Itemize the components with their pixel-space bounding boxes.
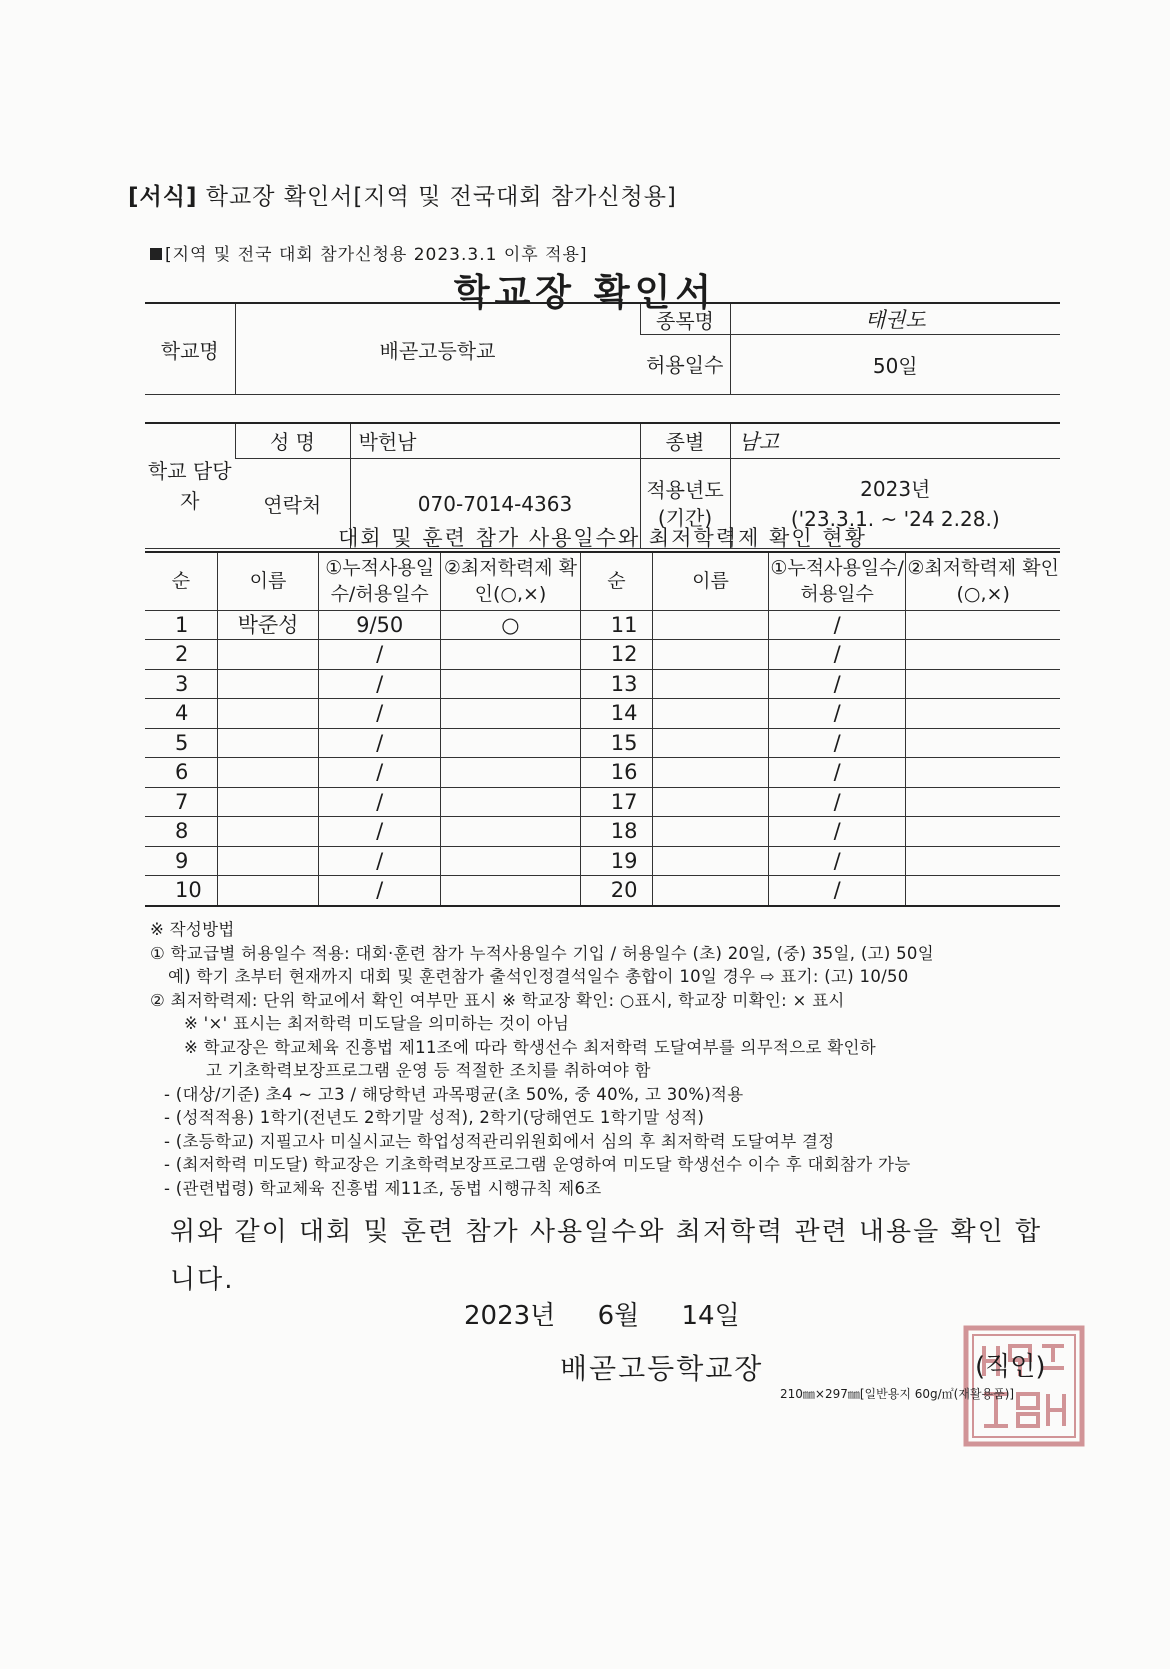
form-name: 학교장 확인서[지역 및 전국대회 참가신청용] [205, 184, 677, 210]
signer: 배곧고등학교장 [560, 1352, 764, 1385]
left-check-cell [441, 787, 581, 817]
left-name-cell [217, 669, 318, 699]
header-check-right: ②최저학력제 확인(○,×) [906, 552, 1060, 610]
left-order-cell: 9 [145, 846, 217, 876]
sport-value: 태권도 [730, 303, 1060, 335]
left-name-cell [217, 876, 318, 906]
table-row [145, 669, 1060, 699]
right-check-cell [906, 669, 1060, 699]
name-label: 성 명 [235, 423, 350, 459]
allowed-days-value: 50일 [730, 335, 1060, 395]
right-order-cell: 19 [580, 846, 652, 876]
table-row [145, 699, 1060, 729]
note-7: - (초등학교) 지필고사 미실시교는 학업성적관리위원회에서 심의 후 최저학력 도달여부 결정 [164, 1131, 835, 1151]
period-value: ('23.3.1. ~ '24 2.28.) [790, 506, 1000, 531]
right-name-cell [653, 610, 769, 640]
right-check-cell [906, 640, 1060, 670]
right-days-cell: / [768, 876, 906, 906]
right-days-cell: / [768, 699, 906, 729]
notes-heading: ※ 작성방법 [150, 920, 235, 939]
date-day: 14일 [681, 1301, 740, 1331]
left-check-cell [441, 640, 581, 670]
info-table [145, 302, 1060, 549]
right-order-cell: 12 [580, 640, 652, 670]
left-order-cell: 1 [145, 610, 217, 640]
seal-label: (직인) [975, 1352, 1046, 1382]
header-check-left: ②최저학력제 확인(○,×) [441, 552, 581, 610]
left-check-cell [441, 728, 581, 758]
school-label: 학교명 [145, 303, 235, 395]
page-title: 학교장 확인서 [453, 271, 717, 314]
left-order-cell: 6 [145, 758, 217, 788]
left-days-cell: / [319, 640, 441, 670]
right-days-cell: / [768, 846, 906, 876]
table-row [145, 610, 1060, 640]
form-label [128, 178, 677, 211]
note-4b: 고 기초학력보장프로그램 운영 등 적절한 조치를 취하여야 함 [206, 1061, 651, 1080]
right-order-cell: 14 [580, 699, 652, 729]
left-days-cell: / [319, 817, 441, 847]
paper-note: 210㎜×297㎜[일반용지 60g/㎡(재활용품)] [780, 1387, 1015, 1401]
note-8: - (최저학력 미도달) 학교장은 기초학력보장프로그램 운영하여 미도달 학생선수 이수 후 대회참가 가능 [164, 1155, 911, 1174]
sub-label-text: [지역 및 전국 대회 참가신청용 2023.3.1 이후 적용] [165, 245, 588, 265]
right-check-cell [906, 817, 1060, 847]
right-name-cell [653, 699, 769, 729]
header-order-right: 순 [580, 552, 652, 610]
left-days-cell: / [319, 876, 441, 906]
header-days-left: ①누적사용일수/허용일수 [319, 552, 441, 610]
left-name-cell [217, 846, 318, 876]
square-bullet-icon [150, 248, 162, 260]
confirm-text: 위와 같이 대회 및 훈련 참가 사용일수와 최저학력 관련 내용을 확인 합니다. [170, 1217, 1043, 1295]
header-name-left: 이름 [217, 552, 318, 610]
sport-label: 종목명 [640, 303, 730, 335]
note-4: ※ 학교장은 학교체육 진흥법 제11조에 따라 학생선수 최저학력 도달여부를 의무적으로 확인하 [184, 1037, 877, 1057]
contact-value: 070-7014-4363 [350, 459, 640, 549]
right-name-cell [653, 640, 769, 670]
right-name-cell [653, 669, 769, 699]
table-row [145, 640, 1060, 670]
left-order-cell: 3 [145, 669, 217, 699]
gender-label: 종별 [640, 423, 730, 459]
year-label: 적용년도 (기간) [640, 459, 730, 549]
right-check-cell [906, 699, 1060, 729]
left-days-cell: / [319, 699, 441, 729]
left-order-cell: 5 [145, 728, 217, 758]
right-check-cell [906, 876, 1060, 906]
left-days-cell: / [319, 728, 441, 758]
left-check-cell [441, 699, 581, 729]
right-check-cell [906, 728, 1060, 758]
table-row [145, 758, 1060, 788]
right-days-cell: / [768, 610, 906, 640]
right-name-cell [653, 758, 769, 788]
status-table [145, 551, 1060, 907]
left-check-cell: ○ [441, 610, 581, 640]
contact-label: 연락처 [235, 459, 350, 549]
left-name-cell: 박준성 [217, 610, 318, 640]
status-table-body [145, 610, 1060, 906]
right-name-cell [653, 817, 769, 847]
right-check-cell [906, 758, 1060, 788]
right-check-cell [906, 787, 1060, 817]
left-order-cell: 4 [145, 699, 217, 729]
right-days-cell: / [768, 640, 906, 670]
table-row [145, 876, 1060, 906]
right-order-cell: 13 [580, 669, 652, 699]
table-row [145, 728, 1060, 758]
left-name-cell [217, 758, 318, 788]
left-name-cell [217, 787, 318, 817]
left-check-cell [441, 758, 581, 788]
right-order-cell: 18 [580, 817, 652, 847]
right-days-cell: / [768, 758, 906, 788]
left-days-cell: / [319, 787, 441, 817]
instructions [150, 918, 1070, 1200]
left-name-cell [217, 699, 318, 729]
left-days-cell: / [319, 669, 441, 699]
name-value: 박헌남 [350, 423, 640, 459]
status-title: 대회 및 훈련 참가 사용일수와 최저학력제 확인 현황 [338, 526, 867, 550]
right-name-cell [653, 846, 769, 876]
right-check-cell [906, 610, 1060, 640]
left-check-cell [441, 876, 581, 906]
left-name-cell [217, 640, 318, 670]
left-days-cell: 9/50 [319, 610, 441, 640]
note-1: ① 학교급별 허용일수 적용: 대회·훈련 참가 누적사용일수 기입 / 허용일수 (초) 20일, (중) 35일, (고) 50일 [150, 943, 934, 963]
right-order-cell: 17 [580, 787, 652, 817]
school-value: 배곧고등학교 [235, 303, 640, 395]
right-days-cell: / [768, 787, 906, 817]
table-row [145, 817, 1060, 847]
right-name-cell [653, 876, 769, 906]
right-days-cell: / [768, 669, 906, 699]
left-name-cell [217, 728, 318, 758]
table-row [145, 846, 1060, 876]
header-days-right: ①누적사용일수/허용일수 [768, 552, 906, 610]
note-9: - (관련법령) 학교체육 진흥법 제11조, 동법 시행규칙 제6조 [164, 1178, 602, 1198]
right-order-cell: 11 [580, 610, 652, 640]
right-check-cell [906, 846, 1060, 876]
left-check-cell [441, 669, 581, 699]
left-days-cell: / [319, 846, 441, 876]
manager-label: 학교 담당자 [145, 423, 235, 549]
right-order-cell: 20 [580, 876, 652, 906]
left-name-cell [217, 817, 318, 847]
right-days-cell: / [768, 728, 906, 758]
left-check-cell [441, 817, 581, 847]
table-row [145, 787, 1060, 817]
year-value: 2023년 [860, 476, 931, 501]
right-name-cell [653, 787, 769, 817]
left-check-cell [441, 846, 581, 876]
allowed-days-label: 허용일수 [640, 335, 730, 395]
right-order-cell: 16 [580, 758, 652, 788]
note-5: - (대상/기준) 초4 ~ 고3 / 해당학년 과목평균(초 50%, 중 40%, 고 30%)적용 [164, 1084, 744, 1104]
note-2: ② 최저학력제: 단위 학교에서 확인 여부만 표시 ※ 학교장 확인: ○표시, 학교장 미확인: × 표시 [150, 990, 845, 1010]
right-days-cell: / [768, 817, 906, 847]
note-1b: 예) 학기 초부터 현재까지 대회 및 훈련참가 출석인정결석일수 총합이 10일 경우 ⇨ 표기: (고) 10/50 [168, 967, 909, 986]
header-name-right: 이름 [653, 552, 769, 610]
note-6: - (성적적용) 1학기(전년도 2학기말 성적), 2학기(당해연도 1학기말 성적) [164, 1108, 705, 1127]
left-days-cell: / [319, 758, 441, 788]
left-order-cell: 7 [145, 787, 217, 817]
date-month: 6월 [597, 1301, 640, 1331]
left-order-cell: 10 [145, 876, 217, 906]
header-order-left: 순 [145, 552, 217, 610]
left-order-cell: 8 [145, 817, 217, 847]
date [464, 1295, 774, 1332]
right-name-cell [653, 728, 769, 758]
right-order-cell: 15 [580, 728, 652, 758]
left-order-cell: 2 [145, 640, 217, 670]
note-3: ※ '×' 표시는 최저학력 미도달을 의미하는 것이 아님 [184, 1014, 570, 1033]
form-tag: [서식] [128, 184, 198, 210]
gender-value: 남고 [730, 423, 1060, 459]
date-year: 2023년 [464, 1301, 556, 1331]
